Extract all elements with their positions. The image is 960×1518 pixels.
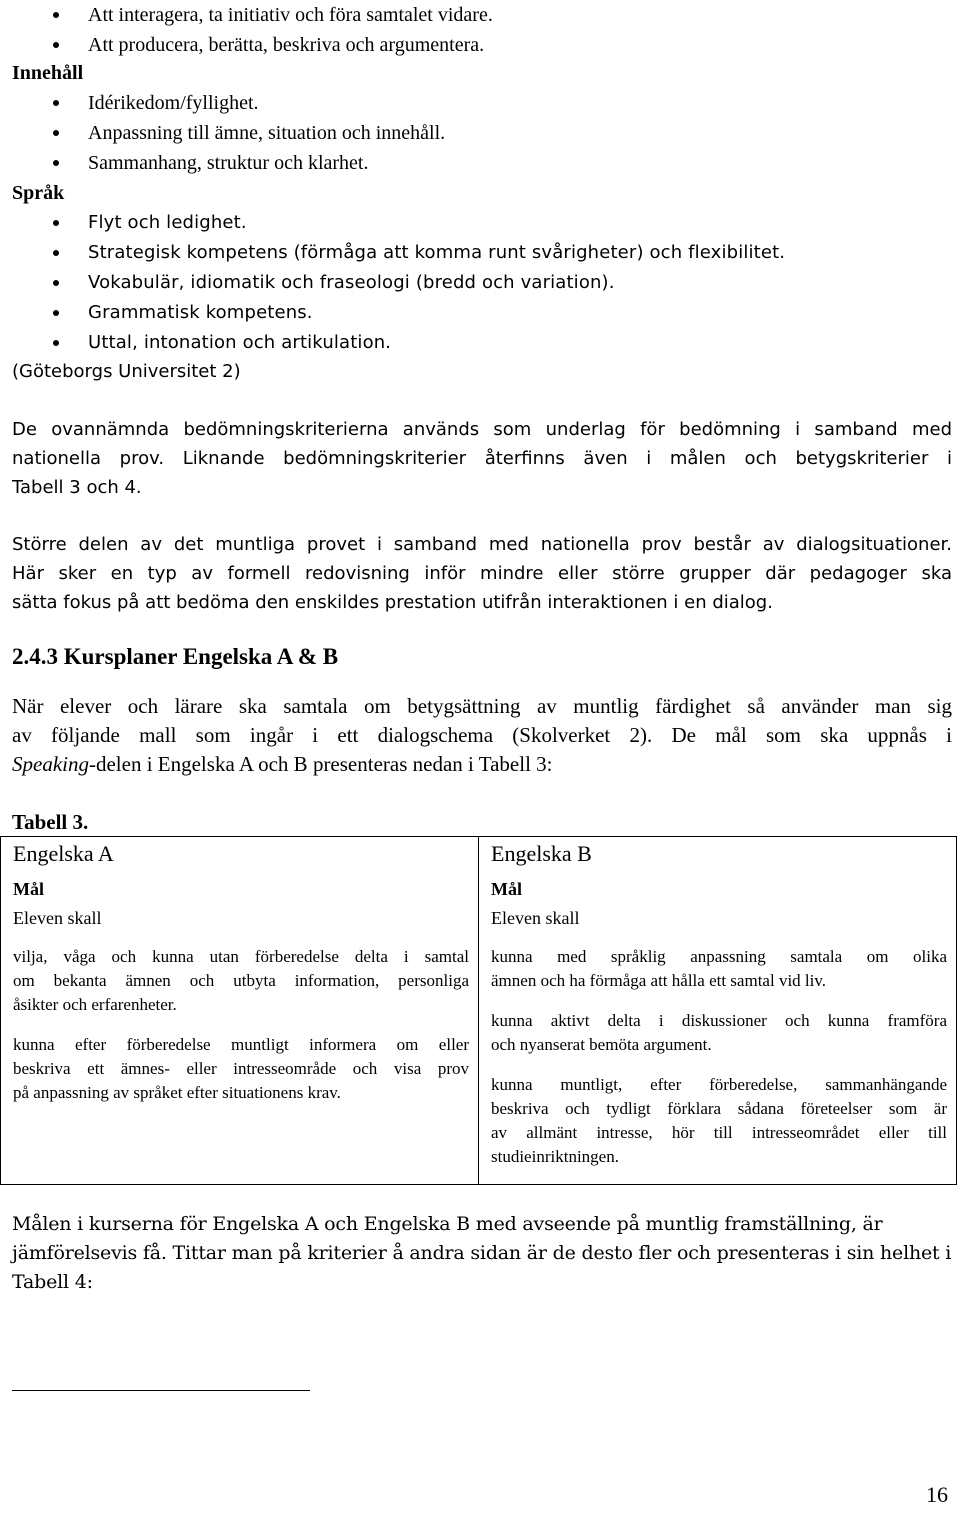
goal-line: studieinriktningen. [491, 1147, 619, 1166]
goal-item [491, 945, 947, 993]
list-item: Strategisk kompetens (förmåga att komma runt svårigheter) och flexibilitet. [53, 238, 785, 268]
paragraph-line: av följande mall som ingår i ett dialogschema (Skolverket 2). De mål som ska uppnås i [12, 723, 952, 747]
goal-line: och nyanserat bemöta argument. [491, 1035, 712, 1054]
goal-line: kunna efter förberedelse muntligt informera om eller [13, 1035, 469, 1054]
column-title: Engelska B [491, 841, 592, 866]
goal-line: av allmänt intresse, hör till intresseområdet eller till [491, 1123, 947, 1142]
list-item: Anpassning till ämne, situation och innehåll. [53, 118, 445, 148]
list-item: Idérikedom/fyllighet. [53, 88, 445, 118]
section-number: 2.4.3 [12, 644, 58, 669]
paragraph-line [12, 750, 952, 779]
footnote-separator [12, 1390, 310, 1391]
column-label: Mål [13, 879, 44, 899]
table-caption: Tabell 3. [12, 810, 89, 834]
list-item: Sammanhang, struktur och klarhet. [53, 148, 445, 178]
paragraph-oral-test [12, 530, 952, 617]
goal-line: om bekanta ämnen och utbyta information, personliga [13, 971, 469, 990]
list-item: Vokabulär, idiomatik och fraseologi (bredd och variation). [53, 268, 785, 298]
list-item: Att interagera, ta initiativ och föra samtalet vidare. [53, 0, 493, 30]
list-item: Att producera, berätta, beskriva och argumentera. [53, 30, 493, 60]
goal-item [491, 1009, 947, 1057]
paragraph-line: nationella prov. Liknande bedömningskriterier återfinns även i målen och betygskriterier i [12, 448, 952, 469]
paragraph-line: jämförelsevis få. Tittar man på kriterier å andra sidan är de desto fler och presenteras i sin helhet i [12, 1242, 952, 1264]
language-bullet-list [53, 208, 785, 358]
paragraph-curriculum [12, 692, 952, 779]
paragraph-criteria [12, 415, 952, 502]
section-heading [12, 642, 338, 672]
goal-item [13, 1033, 469, 1105]
citation: (Göteborgs Universitet 2) [12, 361, 241, 382]
goal-line: beskriva ett ämnes- eller intresseområde och visa prov [13, 1059, 469, 1078]
goal-line: kunna muntligt, efter förberedelse, sammanhängande [491, 1075, 947, 1094]
column-label: Mål [491, 879, 522, 899]
paragraph-closing [12, 1210, 952, 1297]
column-title: Engelska A [13, 841, 114, 866]
column-sublabel: Eleven skall [13, 908, 102, 928]
goal-line: vilja, våga och kunna utan förberedelse delta i samtal [13, 947, 469, 966]
goal-line: ämnen och ha förmåga att hålla ett samtal vid liv. [491, 971, 827, 990]
list-item: Uttal, intonation och artikulation. [53, 328, 785, 358]
goal-line: kunna med språklig anpassning samtala om olika [491, 947, 947, 966]
column-sublabel: Eleven skall [491, 908, 580, 928]
goals-table [0, 836, 957, 1185]
language-heading: Språk [12, 182, 65, 204]
paragraph-line: Tabell 3 och 4. [12, 477, 142, 498]
paragraph-line: sätta fokus på att bedöma den enskildes prestation utifrån interaktionen i en dialog. [12, 592, 773, 613]
paragraph-line: Målen i kurserna för Engelska A och Engelska B med avseende på muntlig framställning, är [12, 1213, 883, 1235]
paragraph-line: Större delen av det muntliga provet i samband med nationella prov består av dialogsituationer. [12, 534, 952, 555]
goal-line: kunna aktivt delta i diskussioner och kunna framföra [491, 1011, 947, 1030]
content-bullet-list [53, 88, 445, 178]
content-heading: Innehåll [12, 62, 84, 84]
goal-line: åsikter och erfarenheter. [13, 995, 177, 1014]
paragraph-line: När elever och lärare ska samtala om betygsättning av muntlig färdighet så använder man sig [12, 694, 952, 718]
page-number: 16 [926, 1482, 948, 1507]
list-item: Grammatisk kompetens. [53, 298, 785, 328]
table-column-divider [478, 837, 479, 1184]
top-bullet-list [53, 0, 493, 60]
goal-item [13, 945, 469, 1017]
goal-line: beskriva och tydligt förklara sådana företeelser som är [491, 1099, 947, 1118]
goal-item [491, 1073, 947, 1169]
list-item: Flyt och ledighet. [53, 208, 785, 238]
section-title: Kursplaner Engelska A & B [63, 644, 339, 669]
goal-line: på anpassning av språket efter situationens krav. [13, 1083, 341, 1102]
paragraph-line: De ovannämnda bedömningskriterierna används som underlag för bedömning i samband med [12, 419, 952, 440]
speaking-term: Speaking [12, 752, 89, 776]
paragraph-line: Här sker en typ av formell redovisning inför mindre eller större grupper där pedagoger ska [12, 563, 952, 584]
paragraph-line: Tabell 4: [12, 1271, 93, 1293]
paragraph-line-rest: -delen i Engelska A och B presenteras nedan i Tabell 3: [88, 752, 553, 776]
